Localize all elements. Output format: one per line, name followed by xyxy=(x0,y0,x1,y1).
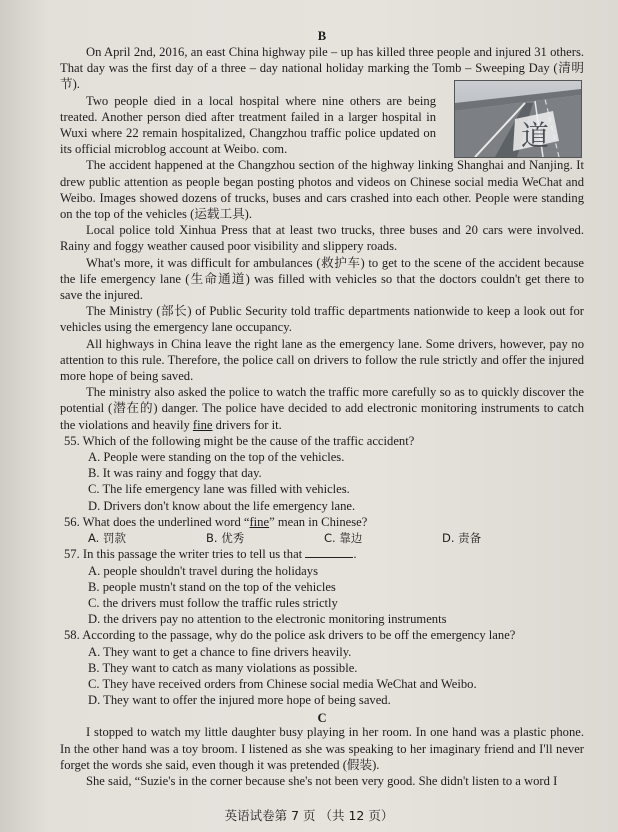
option-c[interactable]: C. They have received orders from Chinese social media WeChat and Weibo. xyxy=(88,676,477,691)
options-row xyxy=(60,530,584,546)
option-a[interactable]: A. They want to get a chance to fine drivers heavily. xyxy=(88,644,352,659)
option-a[interactable]: A. people shouldn't travel during the holidays xyxy=(88,563,318,578)
option-a[interactable]: A. 罚款 xyxy=(88,531,126,546)
passage-paragraph: She said, “Suzie's in the corner because she's not been very good. She didn't listen to a word I xyxy=(86,773,558,788)
option-b[interactable]: B. It was rainy and foggy that day. xyxy=(88,466,262,481)
section-b-title: B xyxy=(317,29,327,43)
underlined-word-fine: fine xyxy=(192,417,213,432)
question-56 xyxy=(60,514,584,546)
passage-paragraph: The Ministry (部长) of Public Security told traffic departments nationwide to keep a look out for vehicles using the emergency lane occupancy. xyxy=(60,304,584,335)
option-b[interactable]: B. 优秀 xyxy=(206,531,245,546)
passage-paragraph: Local police told Xinhua Press that at least two trucks, three buses and 20 cars were involved. Rainy and foggy weather caused poor visibility and slippery roads. xyxy=(60,223,584,254)
question-stem: 55. Which of the following might be the cause of the traffic accident? xyxy=(64,433,415,448)
section-c-title: C xyxy=(317,711,327,726)
question-55 xyxy=(60,433,584,514)
question-stem: 58. According to the passage, why do the police ask drivers to be off the emergency lane? xyxy=(64,628,516,643)
option-d[interactable]: D. They want to offer the injured more hope of being saved. xyxy=(88,693,391,708)
option-d[interactable]: D. 责备 xyxy=(442,531,482,546)
question-58 xyxy=(60,627,584,708)
question-stem: 56. What does the underlined word “fine” mean in Chinese? xyxy=(64,514,368,529)
question-57 xyxy=(60,546,584,627)
option-c[interactable]: C. the drivers must follow the traffic rules strictly xyxy=(88,595,338,610)
underlined-word: fine xyxy=(249,514,270,529)
option-b[interactable]: B. They want to catch as many violations as possible. xyxy=(88,660,358,675)
question-stem: 57. In this passage the writer tries to tell us that . xyxy=(64,547,357,562)
highway-photo xyxy=(454,80,582,158)
option-c[interactable]: C. The life emergency lane was filled with vehicles. xyxy=(88,482,350,497)
option-a[interactable]: A. People were standing on the top of the vehicles. xyxy=(88,450,345,465)
passage-c xyxy=(60,724,584,789)
passage-paragraph: The ministry also asked the police to watch the traffic more carefully so as to quickly discover the potential (潜在的) danger. The police have decided to add electronic monitoring instruments to catch the violations and heavily fine drivers for it. xyxy=(60,385,584,432)
option-d[interactable]: D. Drivers don't know about the life emergency lane. xyxy=(88,498,356,513)
page-footer: 英语试卷第 7 页 （共 12 页） xyxy=(224,808,394,823)
passage-paragraph: Two people died in a local hospital where nine others are being treated. Another person died after treatment failed in a larger hospital in Wuxi where 22 remain hospitalized, Changzhou traffic police updated on its official microblog account at Weibo. com. xyxy=(60,93,436,157)
passage-paragraph: I stopped to watch my little daughter busy playing in her room. In one hand was a plastic phone. In the other hand was a toy broom. I listened as she was speaking to her imaginary friend and I'll never forget the words she said, even though it was pretended (假装). xyxy=(60,725,584,772)
passage-paragraph: All highways in China leave the right lane as the emergency lane. Some drivers, however, pay no attention to this rule. Therefore, the police call on drivers to follow the rule strictly and offer the injured more hope of being saved. xyxy=(60,336,584,384)
passage-paragraph: On April 2nd, 2016, an east China highway pile – up has killed three people and injured 31 others. That day was the first day of a three – day national holiday marking the Tomb – Sweeping Day (清明节). xyxy=(60,45,584,92)
road-marking-text: 道 xyxy=(521,119,550,152)
option-d[interactable]: D. the drivers pay no attention to the electronic monitoring instruments xyxy=(88,612,447,627)
passage-paragraph: The accident happened at the Changzhou section of the highway linking Shanghai and Nanjing. It drew public attention as people began posting photos and videos on Chinese social media WeChat and Weibo. Images showed dozens of trucks, buses and cars crashed into each other. People were standing on the top of the vehicles (运载工具). xyxy=(60,158,584,222)
option-b[interactable]: B. people mustn't stand on the top of the vehicles xyxy=(88,579,336,594)
highway-image xyxy=(455,81,581,157)
option-c[interactable]: C. 靠边 xyxy=(324,531,363,546)
answer-blank[interactable] xyxy=(305,546,353,558)
passage-paragraph: What's more, it was difficult for ambulances (救护车) to get to the scene of the accident because the life emergency lane (生命通道) was filled with vehicles so that the doctors couldn't get there to save the injured. xyxy=(60,255,584,303)
